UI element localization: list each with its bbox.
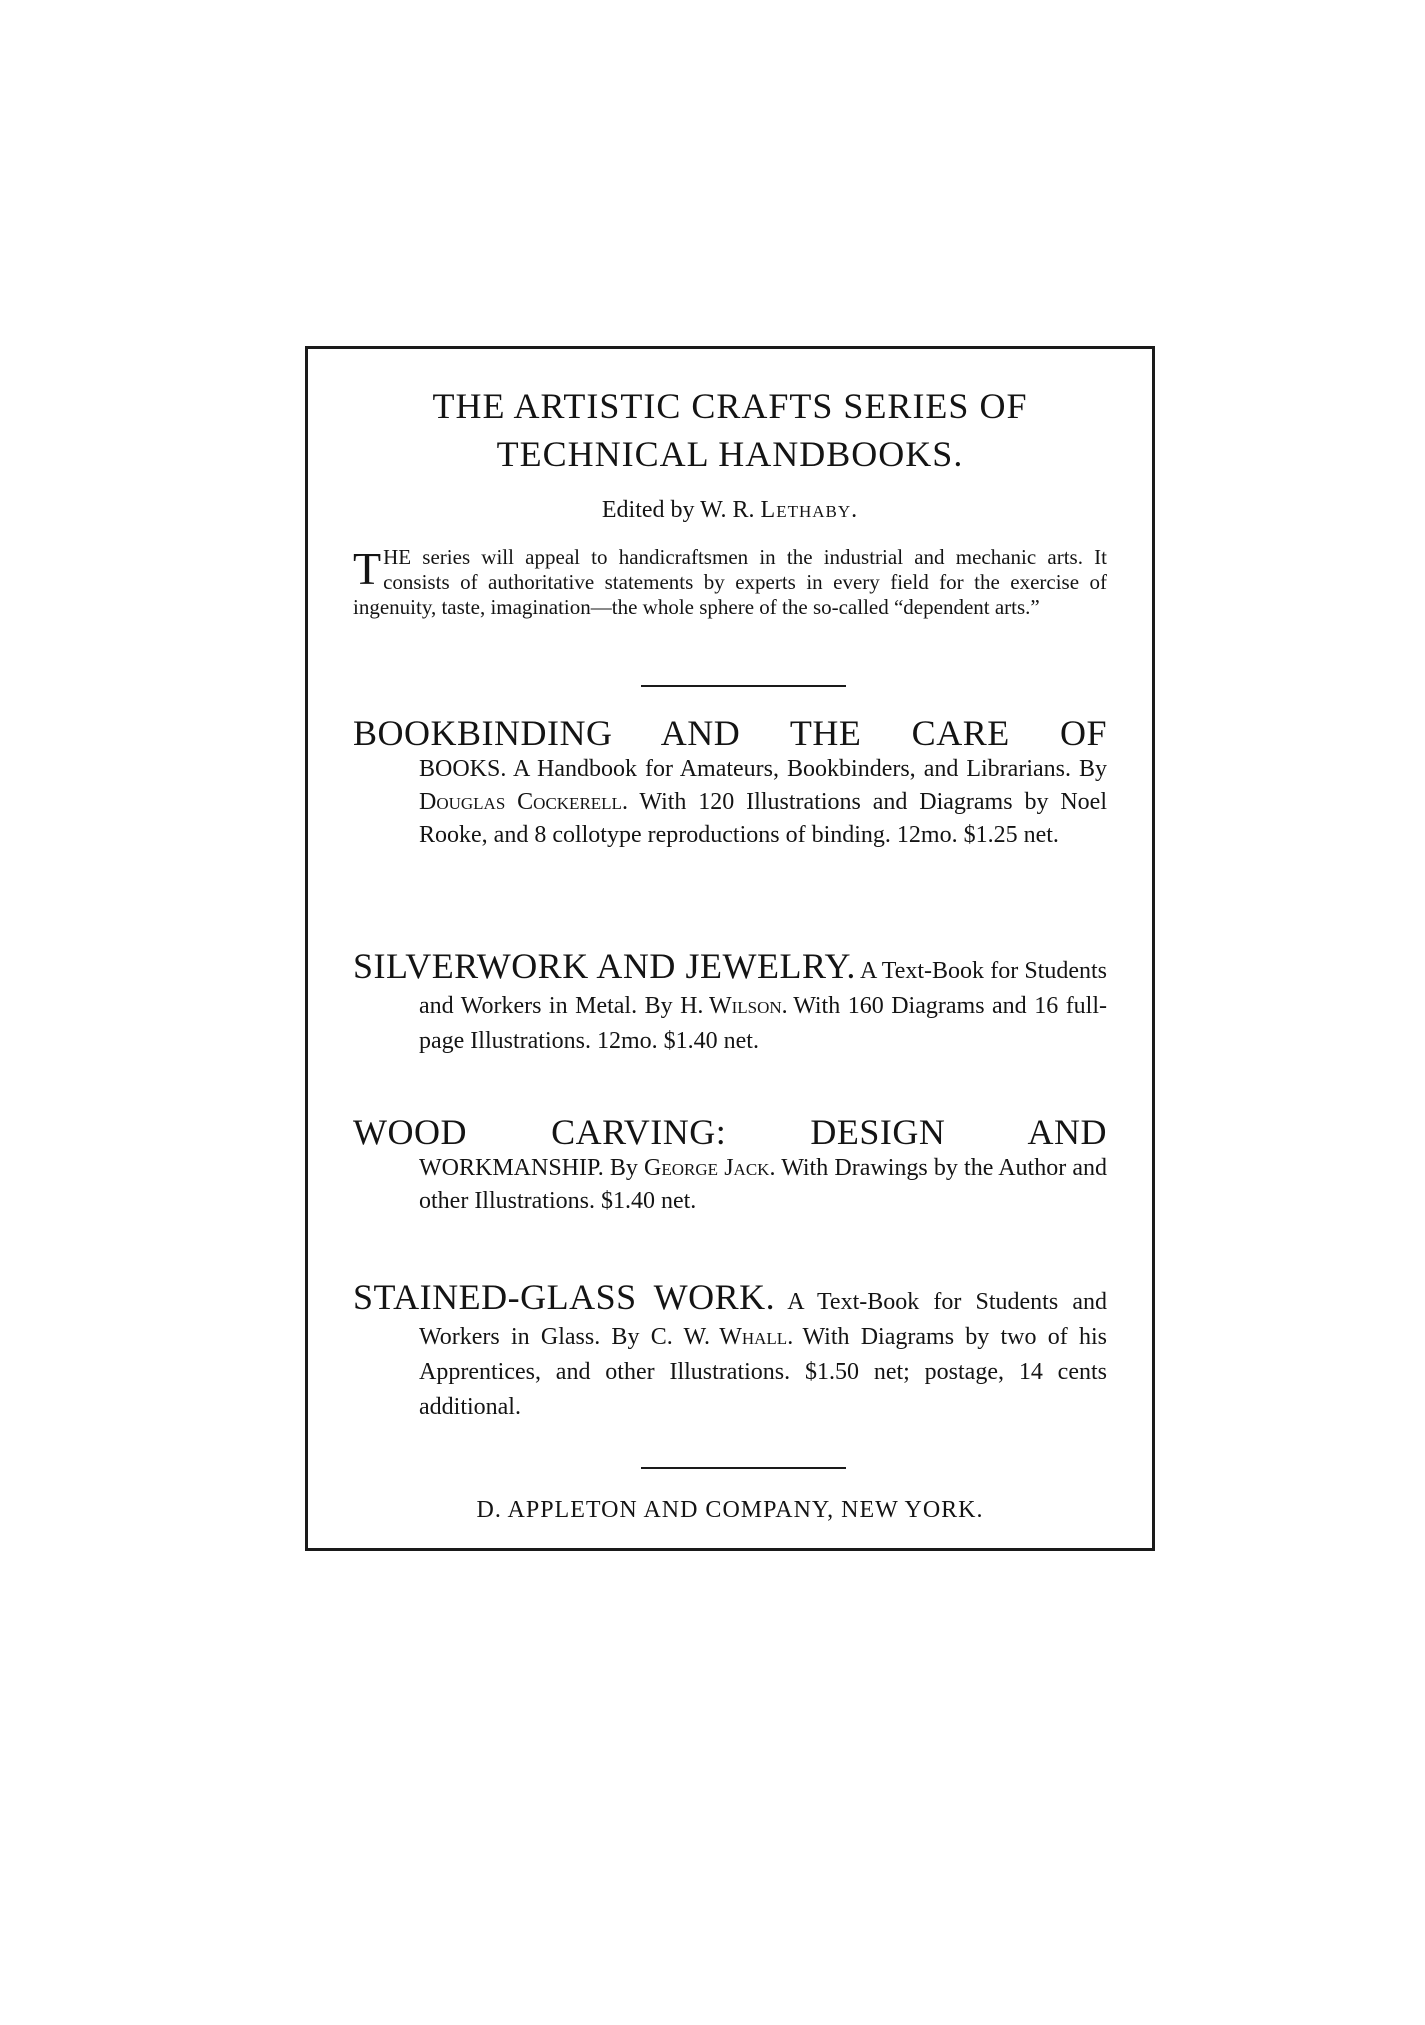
entry-description	[419, 753, 1107, 852]
series-title-line-1: THE ARTISTIC CRAFTS SERIES OF	[432, 386, 1028, 426]
entry-description-post: With Diagrams by two of his Apprentices, and other Illustrations. $1.50 net; postage, 14 cents additional.	[419, 1324, 1108, 1420]
entry-description-post: With Drawings by the Author and other Illustrations. $1.40 net.	[419, 1155, 1108, 1214]
entry-description-pre: BOOKS. A Handbook for Amateurs, Bookbinders, and Librarians. By	[419, 756, 1107, 782]
series-title-line-2: TECHNICAL HANDBOOKS.	[496, 434, 964, 474]
entry-description-pre: A Text-Book for Students and Workers in Metal. By H.	[419, 958, 1108, 1019]
entry-paragraph	[353, 946, 1107, 1060]
divider-rule-top	[641, 685, 846, 687]
entry-description	[419, 1152, 1107, 1218]
series-editor	[353, 495, 1107, 525]
entry-heading: WOOD CARVING: DESIGN AND	[353, 1112, 1107, 1152]
entry-paragraph	[353, 1277, 1107, 1426]
divider-rule-bottom	[641, 1467, 846, 1469]
entry-heading: BOOKBINDING AND THE CARE OF	[353, 713, 1107, 753]
entry-silverwork	[353, 946, 1107, 1060]
publisher-imprint: D. APPLETON AND COMPANY, NEW YORK.	[476, 1497, 984, 1523]
entry-author: Whall.	[719, 1324, 794, 1350]
entry-description-post: With 120 Illustrations and Diagrams by Noel Rooke, and 8 collotype reproductions of binding. 12mo. $1.25 net.	[419, 789, 1107, 848]
entry-author: Wilson.	[708, 993, 788, 1019]
entry-author: George Jack.	[644, 1155, 776, 1181]
advertisement-box	[305, 346, 1155, 1551]
entry-description-pre: WORKMANSHIP. By	[419, 1155, 638, 1181]
entry-heading: STAINED-GLASS WORK.	[353, 1277, 776, 1317]
entry-description-pre: A Text-Book for Students and Workers in Glass. By C. W.	[419, 1289, 1107, 1350]
intro-dropcap: T	[353, 543, 382, 594]
intro-text: HE series will appeal to handicraftsmen in the industrial and mechanic arts. It consists of authoritative statements by experts in every field for the exercise of ingenuity, taste, imagination—the whole sphere of the so-called “dependent arts.”	[353, 545, 1107, 619]
entry-description-post: With 160 Diagrams and 16 full-page Illustrations. 12mo. $1.40 net.	[419, 993, 1108, 1054]
editor-name: Lethaby.	[760, 497, 859, 523]
entry-wood-carving	[353, 1112, 1107, 1218]
series-title	[353, 382, 1107, 478]
series-intro	[353, 545, 1107, 620]
entry-heading: SILVERWORK AND JEWELRY.	[353, 946, 856, 986]
editor-prefix: Edited by W. R.	[601, 497, 755, 523]
entry-bookbinding	[353, 713, 1107, 852]
entry-stained-glass	[353, 1277, 1107, 1426]
entry-author: Douglas Cockerell.	[419, 789, 628, 815]
